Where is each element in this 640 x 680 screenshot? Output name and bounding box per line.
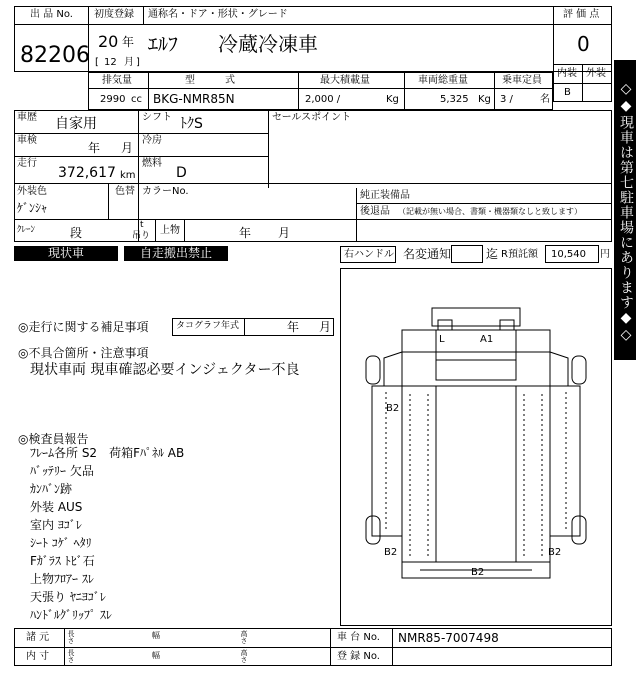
interior-grade: B [564, 87, 571, 98]
damage-mark: B2 [386, 403, 400, 414]
damage-mark: L [439, 334, 445, 345]
interior-grade-label: 内装 [557, 68, 577, 79]
inspector-report-label: ◎検査員報告 [18, 432, 89, 446]
displacement-label: 排気量 [102, 75, 132, 86]
tachograph-year-unit: 年 [287, 320, 300, 334]
report-line: ｼｰﾄ ｺｹﾞ ﾍﾀﾘ [30, 536, 92, 550]
inspection-year-unit: 年 [88, 141, 101, 155]
chassis-label: 車 台 No. [337, 632, 380, 643]
reg-year-unit: 年 [122, 35, 135, 49]
history-label: 車歴 [17, 112, 37, 123]
driving-notes-label: ◎走行に関する補足事項 [18, 320, 149, 334]
fuel-value: D [176, 165, 187, 181]
width-label: 幅 [152, 651, 160, 660]
max-load-unit: Kg [386, 94, 399, 105]
lot-number: 82206 [20, 43, 90, 68]
report-line: ﾊﾞｯﾃﾘｰ 欠品 [30, 464, 94, 478]
max-load-label: 最大積載量 [320, 75, 370, 86]
reg-month-unit: 月 [124, 57, 134, 68]
sales-point-label: セールスポイント [272, 112, 352, 123]
tachograph-label: タコグラフ年式 [176, 321, 240, 331]
inner-dims-label: 内 寸 [26, 651, 50, 662]
location-banner: ◇◆現車は第七駐車場にあります◆◇ [614, 60, 636, 360]
dims-label: 諸 元 [26, 632, 50, 643]
recycle-yen: 円 [600, 249, 610, 260]
displacement-unit: cc [131, 94, 142, 105]
gross-weight-label: 車両総重量 [418, 75, 468, 86]
deposit-until-label: 迄 [486, 247, 499, 261]
mileage-unit: km [120, 170, 136, 181]
current-car-badge: 現状車 [14, 246, 118, 261]
chassis-number: NMR85-7007498 [398, 631, 499, 645]
report-line: ﾊﾝﾄﾞﾙｸﾞﾘｯﾌﾟ ｽﾚ [30, 608, 112, 622]
score-value: 0 [577, 32, 590, 56]
right-handle-label: 右ハンドル [344, 249, 394, 260]
color-value: ｹﾞﾝｼｬ [17, 201, 48, 215]
reg-month: 12 [104, 57, 117, 68]
capacity-unit: 名 [540, 94, 550, 105]
report-line: ｶﾝﾊﾞﾝ跡 [30, 482, 73, 496]
car-name-label: 通称名・ドア・形状・グレード [148, 9, 288, 20]
report-line: 外装 AUS [30, 500, 83, 514]
capacity: 3 / [500, 94, 513, 105]
defects-label: ◎不具合箇所・注意事項 [18, 346, 149, 360]
fuel-label: 燃料 [142, 158, 162, 169]
report-line: 室内 ﾖｺﾞﾚ [30, 518, 82, 532]
inspection-month-unit: 月 [121, 141, 134, 155]
body-month-unit: 月 [278, 226, 291, 240]
color-label: 外装色 [17, 186, 47, 197]
mileage-label: 走行 [17, 158, 37, 169]
length-label: 長さ [67, 649, 75, 663]
ac-label: 冷房 [142, 135, 162, 146]
color-change-label: 色替 [115, 186, 135, 197]
self-drive-banned-badge: 自走搬出禁止 [124, 246, 228, 261]
crane-ton-unit: t [140, 220, 144, 230]
capacity-label: 乗車定員 [502, 75, 542, 86]
shift-value: ﾄｸS [180, 116, 203, 132]
max-load: 2,000 / [305, 94, 341, 105]
body-year-unit: 年 [239, 226, 252, 240]
defects-text: 現状車両 現車確認必要インジェクター不良 [30, 362, 300, 378]
height-label: 高さ [240, 649, 248, 663]
length-label: 長さ [67, 630, 75, 644]
shift-label: シフト [142, 112, 172, 123]
lot-label: 出 品 No. [30, 9, 73, 20]
name-change-label: 名変通知 [403, 247, 452, 261]
gross-weight-unit: Kg [478, 94, 491, 105]
damage-mark: A1 [480, 334, 494, 345]
damage-mark: B2 [471, 567, 485, 578]
displacement: 2990 [100, 94, 126, 105]
width-label: 幅 [152, 631, 160, 640]
tachograph-month-unit: 月 [319, 320, 332, 334]
genuine-equipment-label: 純正装備品 [360, 190, 410, 201]
crane-label: ｸﾚｰﾝ [17, 225, 36, 235]
registration-label: 登 録 No. [337, 651, 380, 662]
first-registration-label: 初度登録 [94, 9, 134, 20]
exterior-grade-label: 外装 [586, 68, 606, 79]
report-line: Fｶﾞﾗｽ ﾄﾋﾞ石 [30, 554, 95, 568]
mileage-value: 372,617 [58, 165, 116, 181]
report-line: ﾌﾚｰﾑ各所 S2 荷箱Fﾊﾟﾈﾙ AB [30, 446, 185, 460]
body-label: 上物 [160, 225, 180, 236]
color-no-label: カラーNo. [142, 186, 189, 197]
crane-hook-unit: 吊り [132, 231, 151, 241]
recycle-amount: 10,540 [551, 249, 586, 260]
recycle-label: R預託額 [501, 249, 538, 260]
score-label: 評 価 点 [563, 9, 600, 20]
model-code: BKG-NMR85N [153, 92, 235, 106]
history-value: 自家用 [55, 116, 97, 132]
gross-weight: 5,325 [440, 94, 469, 105]
crane-step-unit: 段 [70, 226, 83, 240]
height-label: 高さ [240, 630, 248, 644]
retrofit-note: （記載が無い場合、書類・機器類なしと致します） [398, 207, 582, 216]
damage-mark: B2 [384, 547, 398, 558]
retrofit-label: 後退品 [360, 206, 390, 217]
name-change-box [451, 245, 483, 263]
model-label: 型 式 [185, 75, 235, 86]
report-line: 上物ﾌﾛｱｰ ｽﾚ [30, 572, 94, 586]
reg-year: 20 [98, 32, 119, 51]
car-name: ｴﾙﾌ 冷蔵冷凍車 [148, 32, 318, 56]
damage-mark: B2 [548, 547, 562, 558]
report-line: 天張り ﾔﾆﾖｺﾞﾚ [30, 590, 106, 604]
inspection-label: 車検 [17, 135, 37, 146]
